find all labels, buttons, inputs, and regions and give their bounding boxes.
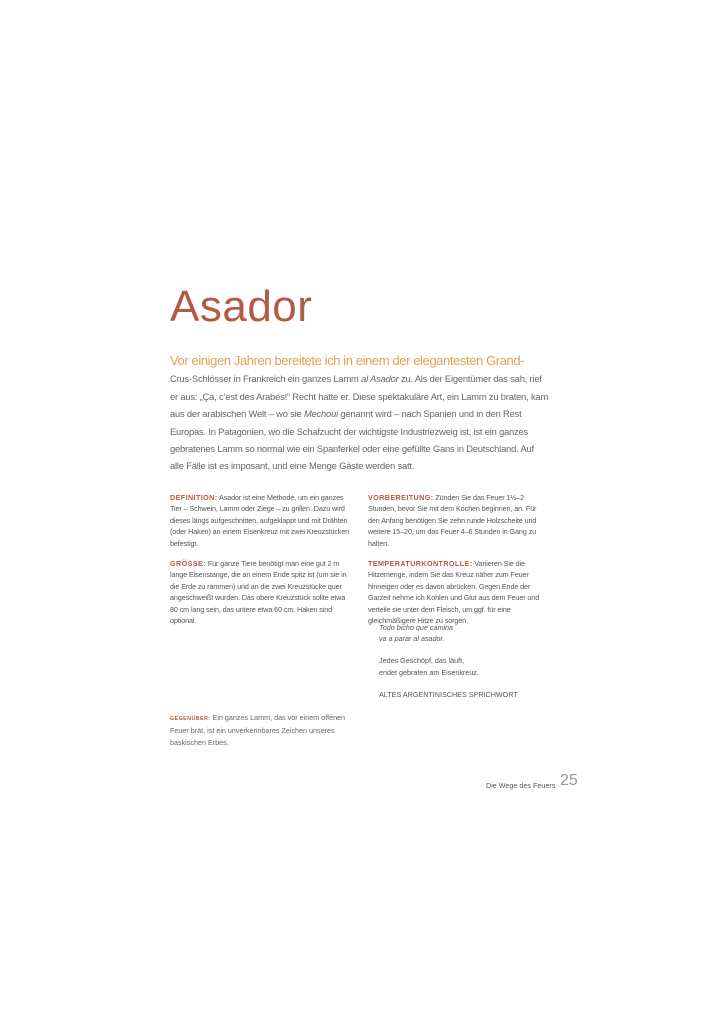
proverb-quote [379,622,569,711]
intro-lead: Vor einigen Jahren bereitete ich in einem der elegantesten Grand- [170,353,525,368]
proverb-german [379,655,569,677]
caption-label: GEGENÜBER: [170,716,211,722]
intro-text-2: zu. Als der Eigentümer das sah, rief er aus: „Ça, c’est des Arabes!“ Recht hatte er. Diese spektakuläre Art, ein Lamm zu braten, kam aus der arabischen Welt – wo sie [170,373,549,420]
definition-text: Asador ist eine Methode, um ein ganzes Tier – Schwein, Lamm oder Ziege – zu grillen. Dazu wird dieses längs aufgeschnitten, aufgeklappt und mit Drähten (oder Haken) an einem Eisenkreuz mit zwei Kreuzstücken befestigt. [170,493,350,548]
groesse-label: GRÖSSE: [170,559,206,568]
proverb-spanish [379,622,569,644]
proverb-german-line-2: endet gebraten am Eisenkreuz. [379,667,479,677]
groesse-text: Für ganze Tiere benötigt man eine gut 2 m lange Eisenstange, die an einem Ende spitz ist (um sie in die Erde zu rammen) und an die zwei Kreuzstücke quer angeschweißt wurden. Das obere Kreuzstück sollte etwa 80 cm lang sein, das untere etwa 60 cm. Haken sind optional. [170,559,347,626]
running-footer: Die Wege des Feuers [486,781,556,790]
intro-italic-1: al Asador [361,373,399,385]
groesse-block [170,558,350,626]
page-number: 25 [560,772,578,789]
proverb-spanish-line-1: Todo bicho que camina [379,623,454,632]
vorbereitung-block [368,492,548,549]
proverb-attribution: ALTES ARGENTINISCHES SPRICHWORT [379,689,518,699]
intro-paragraph [170,352,550,475]
caption-text: Ein ganzes Lamm, das vor einem offenen Feuer brät, ist ein unverkennbares Zeichen unseres baskischen Erbes. [170,713,346,747]
temperatur-block [368,558,548,626]
temperatur-text: Variieren Sie die Hitzemenge, indem Sie das Kreuz näher zum Feuer hinneigen oder es davon abrücken. Gegen Ende der Garzeit nehme ich Kohlen und Glut aus dem Feuer und verteile sie unter dem Fleisch, um ggf. für eine gleichmäßigere Hitze zu sorgen. [368,559,540,626]
intro-text-1: Crus-Schlösser in Frankreich ein ganzes Lamm [170,373,362,385]
vorbereitung-label: VORBEREITUNG: [368,493,434,502]
proverb-spanish-line-2: va a parar al asador. [379,634,445,644]
intro-italic-2: Mechoui [303,408,338,420]
page-title: Asador [170,282,313,331]
proverb-german-line-1: Jedes Geschöpf, das läuft, [379,656,465,666]
temperatur-label: TEMPERATURKONTROLLE: [368,559,473,568]
definition-block [170,492,350,549]
photo-caption [170,712,350,749]
definition-label: DEFINITION: [170,493,218,502]
vorbereitung-text: Zünden Sie das Feuer 1½–2 Stunden, bevor Sie mit dem Kochen beginnen, an. Für den Anfang benötigen Sie zehn runde Holzscheite und weitere 15–20, um das Feuer 4–6 Stunden in Gang zu halten. [368,493,537,548]
intro-text-3: genannt wird – nach Spanien und in den Rest Europas. In Patagonien, wo die Schafzucht der wichtigste Industriezweig ist, ist ein ganzes gebratenes Lamm so normal wie ein Spanferkel oder eine gefüllte Gans in Deutschland. Auf alle Fälle ist es imposant, und eine Menge Gäste werden satt. [170,408,534,472]
